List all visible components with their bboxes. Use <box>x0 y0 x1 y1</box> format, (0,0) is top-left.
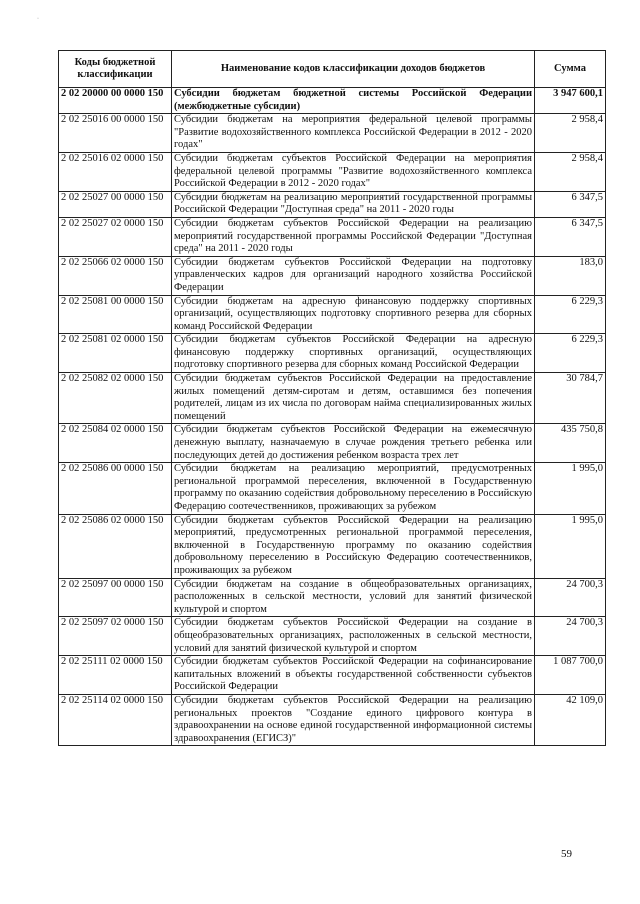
row-amount: 6 229,3 <box>535 334 606 373</box>
table-row <box>59 514 606 578</box>
row-name: Субсидии бюджетам субъектов Российской Федерации на подготовку управленческих кадров для организаций народного хозяйства Российской Федерации <box>172 256 535 295</box>
budget-revenue-table <box>58 50 606 746</box>
row-code: 2 02 25081 00 0000 150 <box>59 295 172 334</box>
row-name: Субсидии бюджетам на реализацию мероприятий государственной программы Российской Федерации "Доступная среда" на 2011 - 2020 годы <box>172 191 535 217</box>
table-row <box>59 114 606 153</box>
row-code: 2 02 25081 02 0000 150 <box>59 334 172 373</box>
row-amount: 2 958,4 <box>535 114 606 153</box>
row-name: Субсидии бюджетам субъектов Российской Федерации на реализацию мероприятий государственной программы Российской Федерации "Доступная среда" на 2011 - 2020 годы <box>172 217 535 256</box>
row-name: Субсидии бюджетам на адресную финансовую поддержку спортивных организаций, осуществляющих подготовку спортивного резерва для сборных команд Российской Федерации <box>172 295 535 334</box>
table-row <box>59 152 606 191</box>
table-row <box>59 334 606 373</box>
header-code: Коды бюджетной классификации <box>59 51 172 88</box>
row-code: 2 02 25097 00 0000 150 <box>59 578 172 617</box>
row-name: Субсидии бюджетам бюджетной системы Российской Федерации (межбюджетные субсидии) <box>172 88 535 114</box>
row-code: 2 02 25016 00 0000 150 <box>59 114 172 153</box>
table-row <box>59 656 606 695</box>
row-amount: 435 750,8 <box>535 424 606 463</box>
row-code: 2 02 20000 00 0000 150 <box>59 88 172 114</box>
row-code: 2 02 25027 02 0000 150 <box>59 217 172 256</box>
table-row <box>59 617 606 656</box>
table-row <box>59 191 606 217</box>
row-code: 2 02 25084 02 0000 150 <box>59 424 172 463</box>
scan-corner-mark: · <box>37 16 39 22</box>
row-amount: 1 995,0 <box>535 514 606 578</box>
row-name: Субсидии бюджетам субъектов Российской Федерации на ежемесячную денежную выплату, назначаемую в случае рождения третьего ребенка или последующих детей до достижения ребенком возраста трех лет <box>172 424 535 463</box>
row-name: Субсидии бюджетам субъектов Российской Федерации на создание в общеобразовательных организациях, расположенных в сельской местности, условий для занятий физической культурой и спортом <box>172 617 535 656</box>
table-row <box>59 295 606 334</box>
row-code: 2 02 25082 02 0000 150 <box>59 373 172 424</box>
row-amount: 6 347,5 <box>535 191 606 217</box>
table-row <box>59 373 606 424</box>
row-code: 2 02 25097 02 0000 150 <box>59 617 172 656</box>
row-name: Субсидии бюджетам субъектов Российской Федерации на реализацию региональных проектов "Создание единого цифрового контура в здравоохранении на основе единой государственной информационной системы здравоохранения (ЕГИСЗ)" <box>172 694 535 745</box>
row-amount: 2 958,4 <box>535 152 606 191</box>
table-header-row <box>59 51 606 88</box>
table-row <box>59 256 606 295</box>
header-name: Наименование кодов классификации доходов бюджетов <box>172 51 535 88</box>
row-amount: 24 700,3 <box>535 617 606 656</box>
row-name: Субсидии бюджетам на реализацию мероприятий, предусмотренных региональной программой переселения, включенной в Государственную программу по оказанию содействия добровольному переселению в Российскую Федерацию соотечественников, проживающих за рубежом <box>172 463 535 514</box>
table-row <box>59 217 606 256</box>
row-amount: 1 087 700,0 <box>535 656 606 695</box>
header-sum: Сумма <box>535 51 606 88</box>
table-body <box>59 88 606 746</box>
row-name: Субсидии бюджетам на создание в общеобразовательных организациях, расположенных в сельской местности, условий для занятий физической культурой и спортом <box>172 578 535 617</box>
row-name: Субсидии бюджетам субъектов Российской Федерации на мероприятия федеральной целевой программы "Развитие водохозяйственного комплекса Российской Федерации в 2012 - 2020 годах" <box>172 152 535 191</box>
row-amount: 3 947 600,1 <box>535 88 606 114</box>
row-code: 2 02 25086 02 0000 150 <box>59 514 172 578</box>
row-amount: 42 109,0 <box>535 694 606 745</box>
row-code: 2 02 25111 02 0000 150 <box>59 656 172 695</box>
row-amount: 183,0 <box>535 256 606 295</box>
row-amount: 6 347,5 <box>535 217 606 256</box>
row-name: Субсидии бюджетам субъектов Российской Федерации на предоставление жилых помещений детям-сиротам и детям, оставшимся без попечения родителей, лицам из их числа по договорам найма специализированных жилых помещений <box>172 373 535 424</box>
row-code: 2 02 25066 02 0000 150 <box>59 256 172 295</box>
row-code: 2 02 25086 00 0000 150 <box>59 463 172 514</box>
row-code: 2 02 25027 00 0000 150 <box>59 191 172 217</box>
row-amount: 30 784,7 <box>535 373 606 424</box>
table-row <box>59 694 606 745</box>
row-code: 2 02 25016 02 0000 150 <box>59 152 172 191</box>
row-name: Субсидии бюджетам субъектов Российской Федерации на реализацию мероприятий, предусмотренных региональной программой переселения, включенной в Государственную программу по оказанию содействия добровольному переселению в Российскую Федерацию соотечественников, проживающих за рубежом <box>172 514 535 578</box>
table-row <box>59 424 606 463</box>
row-code: 2 02 25114 02 0000 150 <box>59 694 172 745</box>
page-number: 59 <box>561 848 572 860</box>
row-name: Субсидии бюджетам субъектов Российской Федерации на адресную финансовую поддержку спортивных организаций, осуществляющих подготовку спортивного резерва для сборных команд Российской Федерации <box>172 334 535 373</box>
row-name: Субсидии бюджетам на мероприятия федеральной целевой программы "Развитие водохозяйственного комплекса Российской Федерации в 2012 - 2020 годах" <box>172 114 535 153</box>
table-row <box>59 88 606 114</box>
row-amount: 24 700,3 <box>535 578 606 617</box>
row-amount: 1 995,0 <box>535 463 606 514</box>
row-name: Субсидии бюджетам субъектов Российской Федерации на софинансирование капитальных вложений в объекты государственной собственности субъектов Российской Федерации <box>172 656 535 695</box>
row-amount: 6 229,3 <box>535 295 606 334</box>
table-row <box>59 463 606 514</box>
table-row <box>59 578 606 617</box>
